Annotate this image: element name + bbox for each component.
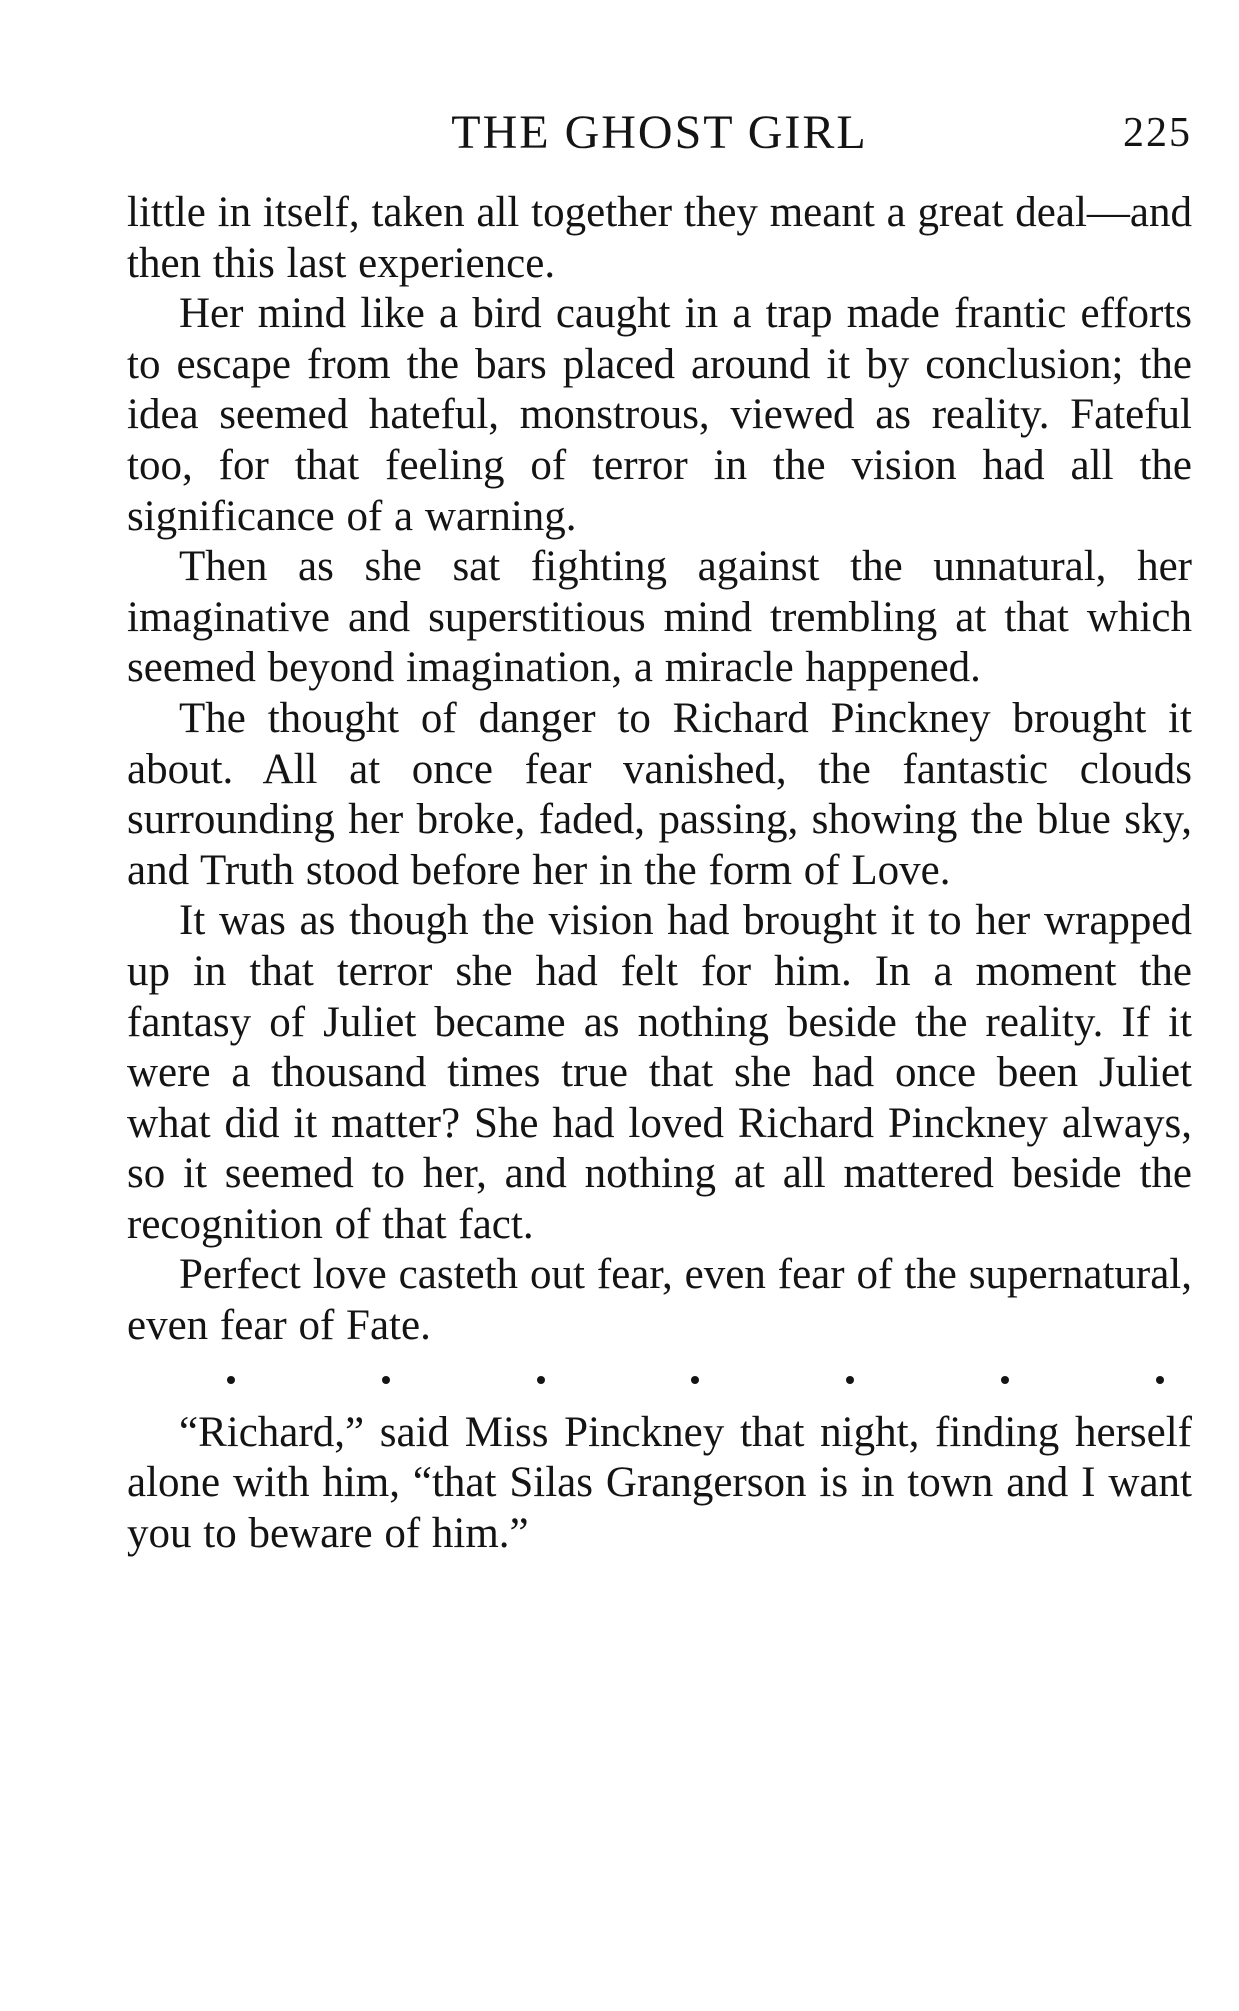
body-text bbox=[127, 188, 1192, 1559]
paragraph: The thought of danger to Richard Pinckney brought it about. All at once fear vanished, the fantastic clouds surrounding her broke, faded, passing, showing the blue sky, and Truth stood before her in the form of Love. bbox=[127, 694, 1192, 894]
paragraph: Her mind like a bird caught in a trap made frantic efforts to escape from the bars placed around it by conclusion; the idea seemed hateful, monstrous, viewed as reality. Fateful too, for that feeling of terror in the vision had all the significance of a warning. bbox=[127, 290, 1192, 540]
book-page bbox=[127, 0, 1192, 1559]
running-title: THE GHOST GIRL bbox=[451, 106, 868, 159]
page-number: 225 bbox=[1123, 110, 1192, 156]
dot bbox=[227, 1376, 235, 1384]
paragraph: Then as she sat fighting against the unnatural, her imaginative and superstitious mind trembling at that which seemed beyond imagination, a miracle happened. bbox=[127, 543, 1192, 692]
paragraph-continued: little in itself, taken all together they meant a great deal—and then this last experience. bbox=[127, 189, 1192, 287]
dot bbox=[382, 1376, 390, 1384]
dot bbox=[537, 1376, 545, 1384]
paragraph: “Richard,” said Miss Pinckney that night, finding herself alone with him, “that Silas Grangerson is in town and I want you to beware of him.” bbox=[127, 1408, 1192, 1557]
running-head bbox=[127, 98, 1192, 168]
dot bbox=[1156, 1376, 1164, 1384]
dot bbox=[846, 1376, 854, 1384]
paragraph: Perfect love casteth out fear, even fear of the supernatural, even fear of Fate. bbox=[127, 1251, 1192, 1350]
dot bbox=[691, 1376, 699, 1384]
dot bbox=[1001, 1376, 1009, 1384]
section-break-dots bbox=[127, 1352, 1192, 1408]
paragraph: It was as though the vision had brought it to her wrapped up in that terror she had felt for him. In a moment the fantasy of Juliet became as nothing beside the reality. If it were a thousand times true that she had once been Juliet what did it matter? She had loved Richard Pinckney always, so it seemed to her, and nothing at all mattered beside the recognition of that fact. bbox=[127, 897, 1192, 1248]
